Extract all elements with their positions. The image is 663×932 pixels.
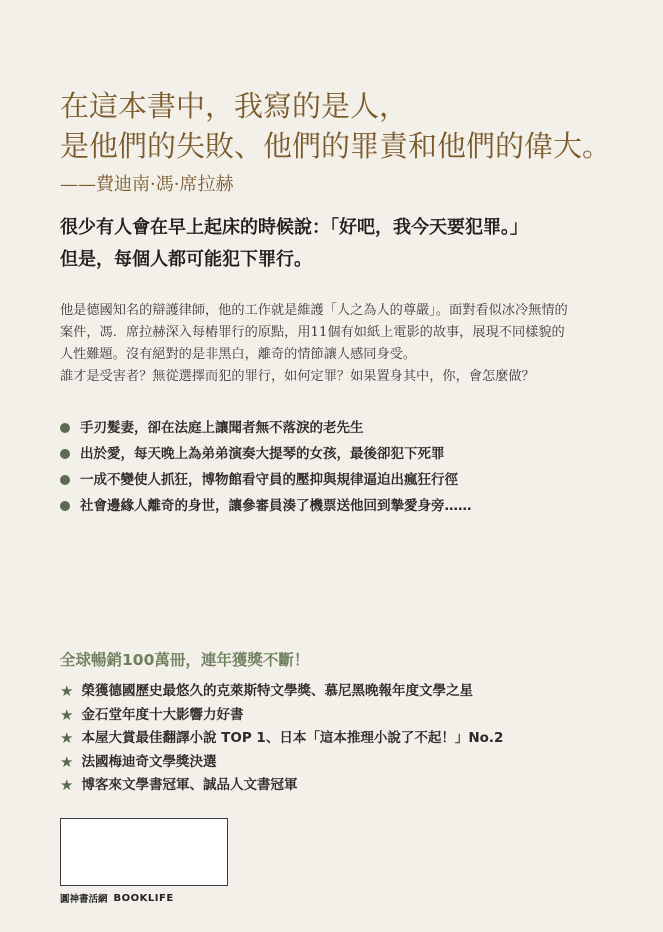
list-item-text: 法國梅迪奇文學獎決選 — [81, 753, 217, 770]
list-item — [60, 751, 640, 775]
list-item-text: 手刃髮妻，卻在法庭上讓聞者無不落淚的老先生 — [80, 420, 364, 436]
star-icon: ★ — [60, 776, 74, 794]
list-item-text: 本屋大賞最佳翻譯小說 TOP 1、日本「這本推理小說了不起！」No.2 — [81, 730, 504, 746]
synopsis-line: 案件，馮．席拉赫深入每樁罪行的原點，用11個有如紙上電影的故事，展現不同樣貌的 — [60, 325, 565, 340]
hook-statement — [60, 212, 640, 276]
list-item — [60, 680, 640, 704]
list-item-text: 出於愛，每天晚上為弟弟演奏大提琴的女孩，最後卻犯下死罪 — [80, 446, 445, 462]
synopsis-line: 他是德國知名的辯護律師，他的工作就是維護「人之為人的尊嚴」。面對看似冰冷無情的 — [60, 303, 568, 318]
hook-line: 很少有人會在早上起床的時候說：「好吧，我今天要犯罪。」 — [60, 217, 528, 238]
epigraph — [60, 86, 640, 196]
barcode-box — [60, 818, 228, 886]
list-item — [60, 704, 640, 728]
epigraph-line: 在這本書中，我寫的是人， — [60, 89, 409, 123]
synopsis-line: 人性難題。沒有絕對的是非黑白，離奇的情節讓人感同身受。 — [60, 347, 417, 362]
bullet-dot-icon — [60, 475, 70, 485]
list-item-text: 金石堂年度十大影響力好書 — [81, 706, 244, 723]
publisher-logo: BOOKLIFE — [113, 892, 174, 904]
list-item — [60, 415, 630, 441]
synopsis-line: 誰才是受害者？無從選擇而犯的罪行，如何定罪？如果置身其中，你，會怎麼做？ — [60, 369, 535, 384]
awards-headline: 全球暢銷100萬冊，連年獲獎不斷！ — [60, 651, 310, 669]
hook-line: 但是，每個人都可能犯下罪行。 — [60, 249, 312, 270]
bullet-dot-icon — [60, 449, 70, 459]
bullet-dot-icon — [60, 501, 70, 511]
star-icon: ★ — [60, 705, 74, 724]
publisher-mark — [60, 891, 174, 905]
star-icon: ★ — [60, 752, 74, 771]
list-item — [60, 493, 630, 519]
story-highlights — [60, 415, 630, 519]
list-item-text: 一成不變使人抓狂，博物館看守員的壓抑與規律逼迫出瘋狂行徑 — [80, 472, 458, 488]
star-icon: ★ — [60, 729, 74, 747]
list-item-text: 社會邊緣人離奇的身世，讓參審員湊了機票送他回到摯愛身旁…… — [80, 498, 472, 514]
list-item-text: 榮獲德國歷史最悠久的克萊斯特文學獎、慕尼黑晚報年度文學之星 — [81, 683, 473, 699]
bullet-dot-icon — [60, 423, 70, 433]
synopsis — [60, 300, 620, 388]
epigraph-author: ——費迪南·馮·席拉赫 — [60, 174, 234, 195]
list-item — [60, 727, 640, 751]
epigraph-line: 是他們的失敗、他們的罪責和他們的偉大。 — [60, 129, 612, 163]
list-item — [60, 774, 640, 798]
list-item-text: 博客來文學書冠軍、誠品人文書冠軍 — [81, 777, 298, 793]
star-icon: ★ — [60, 682, 74, 700]
list-item — [60, 467, 630, 493]
awards-list — [60, 680, 640, 798]
publisher-name: 圓神書活網 — [60, 894, 108, 905]
list-item — [60, 441, 630, 467]
